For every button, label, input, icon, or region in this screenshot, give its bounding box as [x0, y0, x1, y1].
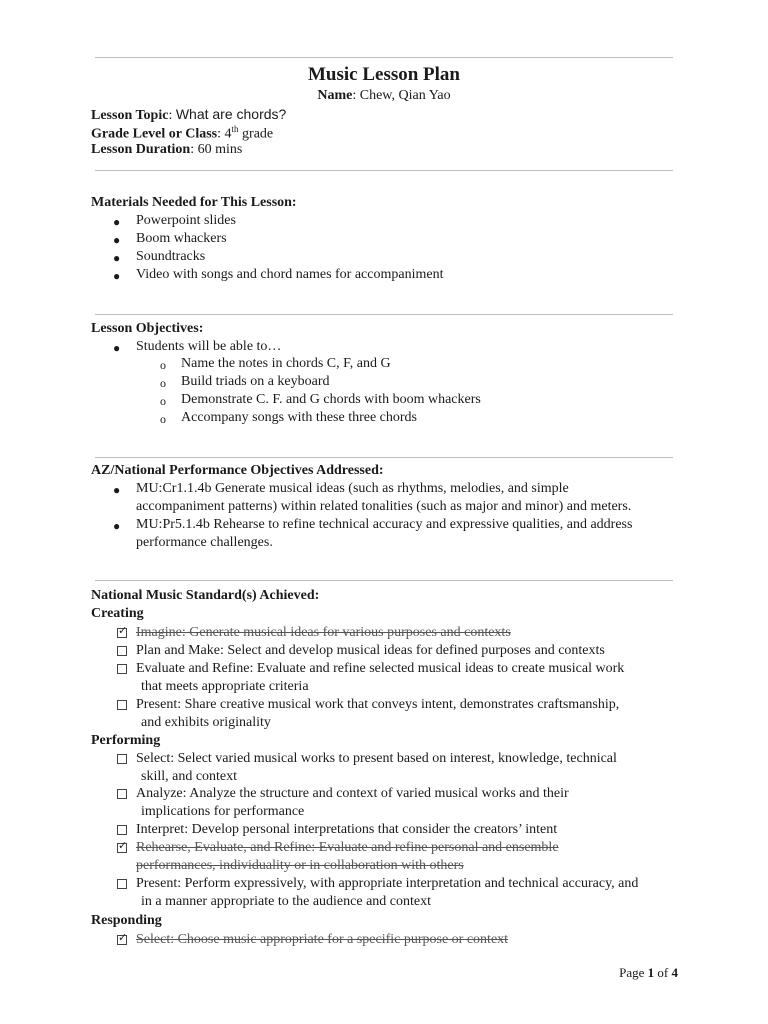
checkbox[interactable]	[117, 879, 127, 889]
standard-item: Analyze: Analyze the structure and context of varied musical works and their	[136, 786, 569, 801]
circle-bullet-icon: o	[160, 394, 166, 408]
list-item: Soundtracks	[136, 249, 206, 264]
standard-item: Present: Perform expressively, with appropriate interpretation and technical accuracy, and	[136, 876, 639, 891]
list-item: Demonstrate C. F. and G chords with boom whackers	[181, 392, 481, 407]
divider	[95, 57, 673, 58]
standard-item: Select: Choose music appropriate for a specific purpose or context	[136, 932, 509, 947]
circle-bullet-icon: o	[160, 358, 166, 372]
list-item: Build triads on a keyboard	[181, 374, 330, 389]
objectives-heading: Lesson Objectives:	[91, 321, 204, 336]
lesson-duration-line: Lesson Duration: 60 mins	[91, 142, 243, 157]
list-item: Boom whackers	[136, 231, 227, 246]
grade-level-suffix: th	[231, 124, 239, 134]
list-item: Video with songs and chord names for accompaniment	[136, 267, 444, 282]
page-title: Music Lesson Plan	[307, 64, 461, 85]
standard-item: Interpret: Develop personal interpretations that consider the creators’ intent	[136, 822, 558, 837]
grade-level-label: Grade Level or Class	[91, 126, 218, 142]
standard-item: Plan and Make: Select and develop musical ideas for defined purposes and contexts	[136, 643, 605, 658]
circle-bullet-icon: o	[160, 376, 166, 390]
lesson-topic-line: Lesson Topic: What are chords?	[91, 106, 287, 123]
divider	[95, 457, 673, 458]
standard-item-continuation: in a manner appropriate to the audience and context	[141, 894, 431, 909]
standard-item-continuation: that meets appropriate criteria	[141, 679, 309, 694]
lesson-topic-value: What are chords?	[175, 106, 287, 122]
total-pages: 4	[671, 965, 678, 980]
list-item-continuation: performance challenges.	[136, 535, 273, 550]
lesson-topic-label: Lesson Topic	[91, 108, 169, 123]
checkbox[interactable]	[117, 664, 127, 674]
checkbox[interactable]	[117, 628, 127, 638]
bullet-icon: ●	[113, 519, 121, 533]
bullet-icon: ●	[113, 341, 121, 355]
list-item: Powerpoint slides	[136, 213, 236, 228]
list-item: MU:Cr1.1.4b Generate musical ideas (such as rhythms, melodies, and simple	[136, 481, 569, 496]
lesson-duration-label: Lesson Duration	[91, 142, 191, 157]
grade-level-number: 4	[224, 126, 232, 142]
checkbox[interactable]	[117, 843, 127, 853]
list-item: Name the notes in chords C, F, and G	[181, 356, 391, 371]
divider	[95, 314, 673, 315]
name-label: Name	[317, 88, 353, 103]
list-item: Accompany songs with these three chords	[181, 410, 417, 425]
name-value: Chew, Qian Yao	[359, 88, 451, 103]
checkbox[interactable]	[117, 754, 127, 764]
standard-item: Present: Share creative musical work that conveys intent, demonstrates craftsmanship,	[136, 697, 620, 712]
bullet-icon: ●	[113, 269, 121, 283]
grade-level-rest: grade	[238, 126, 274, 142]
list-item: MU:Pr5.1.4b Rehearse to refine technical accuracy and expressive qualities, and address	[136, 517, 633, 532]
standard-item-continuation: and exhibits originality	[141, 715, 271, 730]
divider	[95, 580, 673, 581]
creating-heading: Creating	[91, 606, 144, 621]
standard-item: Imagine: Generate musical ideas for various purposes and contexts	[136, 625, 511, 640]
standard-item-continuation: implications for performance	[141, 804, 305, 819]
bullet-icon: ●	[113, 215, 121, 229]
of-word: of	[657, 965, 669, 980]
responding-heading: Responding	[91, 913, 162, 928]
circle-bullet-icon: o	[160, 412, 166, 426]
performing-heading: Performing	[91, 733, 161, 748]
lesson-duration-value: 60 mins	[197, 142, 243, 157]
page-word: Page	[619, 965, 645, 980]
checkbox[interactable]	[117, 935, 127, 945]
standard-item-continuation: performances, individuality or in collaboration with others	[136, 858, 464, 873]
checkbox[interactable]	[117, 789, 127, 799]
bullet-icon: ●	[113, 233, 121, 247]
materials-heading: Materials Needed for This Lesson:	[91, 195, 297, 210]
current-page: 1	[647, 965, 655, 980]
performance-objectives-heading: AZ/National Performance Objectives Addressed:	[91, 463, 384, 478]
standards-heading: National Music Standard(s) Achieved:	[91, 588, 320, 603]
checkbox[interactable]	[117, 646, 127, 656]
standard-item: Select: Select varied musical works to present based on interest, knowledge, technical	[136, 751, 617, 766]
list-item-continuation: accompaniment patterns) within related tonalities (such as major and minor) and meters.	[136, 499, 632, 514]
standard-item: Evaluate and Refine: Evaluate and refine selected musical ideas to create musical work	[136, 661, 625, 676]
standard-item-continuation: skill, and context	[141, 769, 238, 784]
standard-item: Rehearse, Evaluate, and Refine: Evaluate and refine personal and ensemble	[136, 840, 559, 855]
bullet-icon: ●	[113, 251, 121, 265]
objectives-lead: Students will be able to…	[136, 339, 282, 354]
checkbox[interactable]	[117, 700, 127, 710]
name-line: Name: Chew, Qian Yao	[317, 88, 451, 103]
page-number	[619, 965, 678, 981]
bullet-icon: ●	[113, 483, 121, 497]
checkbox[interactable]	[117, 825, 127, 835]
grade-level-line: Grade Level or Class: 4th grade	[91, 124, 274, 142]
divider	[95, 170, 673, 171]
